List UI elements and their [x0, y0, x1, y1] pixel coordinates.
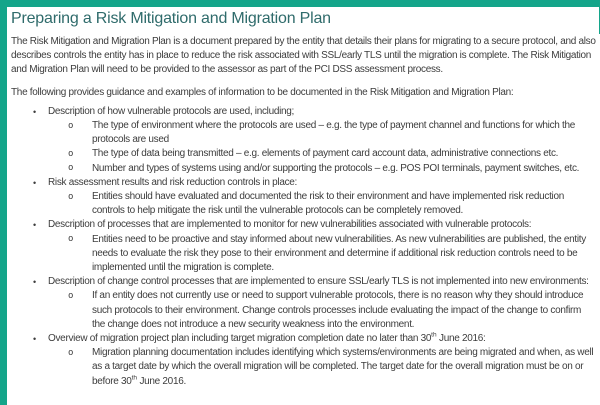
- bullet-marker: •: [33, 106, 36, 117]
- sub-bullet-text: Number and types of systems using and/or supporting the protocols – e.g. POS POI terminals, payment switches, etc.: [92, 162, 580, 174]
- bullet-marker: •: [33, 177, 36, 188]
- sub-bullet-marker: o: [68, 191, 74, 202]
- ordinal-superscript: th: [431, 331, 437, 339]
- sub-bullet-item-environment-type: [11, 119, 596, 147]
- sub-bullet-marker: o: [68, 163, 74, 174]
- ordinal-superscript: th: [131, 374, 137, 382]
- sub-bullet-item-migration-planning-doc: [11, 346, 596, 389]
- bullet-marker: •: [33, 220, 36, 231]
- guidance-paragraph: The following provides guidance and examples of information to be documented in the Risk Mitigation and Migration Plan:: [11, 86, 514, 98]
- bullet-text-post: June 2016:: [436, 333, 486, 345]
- intro-paragraph: The Risk Mitigation and Migration Plan is a document prepared by the entity that details their plans for migrating to a secure protocol, and also describes controls the entity has in place to reduce the risk associated with SSL/early TLS until the migration is complete. The Risk Mitigation and Migration Plan will need to be provided to the assessor as part of the PCI DSS assessment process.: [11, 36, 596, 76]
- sub-bullet-marker: o: [68, 148, 74, 159]
- bullet-item-change-control: [11, 275, 596, 289]
- bullet-item-monitoring-processes: [11, 218, 596, 232]
- sub-bullet-item-systems-count: [11, 162, 596, 176]
- sub-bullet-text-post: June 2016.: [136, 375, 186, 387]
- sub-bullet-marker: o: [68, 234, 74, 245]
- sub-bullet-text: Entities should have evaluated and documented the risk to their environment and have implemented risk reduction controls to help mitigate the risk until the vulnerable protocols can be completely removed.: [92, 191, 564, 217]
- sub-bullet-text: Entities need to be proactive and stay informed about new vulnerabilities. As new vulnerabilities are published, the entity needs to evaluate the risk they pose to their environment and determine if additional risk reduction controls need to be implemented until the migration is complete.: [92, 233, 586, 274]
- sub-bullet-marker: o: [68, 290, 74, 301]
- bullet-text: Description of how vulnerable protocols are used, including;: [48, 105, 295, 117]
- bullet-text: Description of change control processes that are implemented to ensure SSL/early TLS is not implemented into new environments:: [48, 276, 589, 288]
- bullet-item-migration-project-plan: [11, 332, 596, 346]
- guidance-list: [11, 105, 596, 389]
- sub-bullet-text: If an entity does not currently use or need to support vulnerable protocols, there is no reason why they should introduce such protocols to their environment. Change controls processes include evaluating the impact of the change to confirm the change does not introduce a new security weakness into the environment.: [92, 290, 584, 330]
- sub-bullet-text-pre: Migration planning documentation includes identifying which systems/environments are being migrated and when, as well as a target date by which the overall migration will be completed. The target date for the overall migration must be on or before 30: [92, 347, 594, 387]
- sub-bullet-item-data-type: [11, 147, 596, 161]
- sub-bullet-text: The type of environment where the protocols are used – e.g. the type of payment channel and functions for which the protocols are used: [92, 120, 576, 146]
- sub-bullet-text: [92, 347, 593, 386]
- sub-bullet-item-proactive-monitoring: [11, 233, 596, 276]
- bullet-item-vulnerable-protocols: [11, 105, 596, 119]
- bullet-text: [48, 333, 486, 344]
- sub-bullet-text: The type of data being transmitted – e.g. elements of payment card account data, administrative connections etc.: [92, 148, 559, 160]
- bullet-text-pre: Overview of migration project plan including target migration completion date no later than 30: [48, 333, 432, 345]
- sub-bullet-marker: o: [68, 347, 74, 358]
- sub-bullet-marker: o: [68, 120, 74, 131]
- bullet-text: Risk assessment results and risk reduction controls in place:: [48, 176, 298, 188]
- bullet-text: Description of processes that are implemented to monitor for new vulnerabilities associated with vulnerable protocols:: [48, 219, 532, 231]
- page-title: Preparing a Risk Mitigation and Migration Plan: [11, 10, 331, 27]
- bullet-marker: •: [33, 277, 36, 288]
- sub-bullet-item-change-impact: [11, 289, 596, 332]
- sub-bullet-item-risk-evaluation: [11, 190, 596, 218]
- bullet-marker: •: [33, 334, 36, 345]
- bullet-item-risk-assessment: [11, 176, 596, 190]
